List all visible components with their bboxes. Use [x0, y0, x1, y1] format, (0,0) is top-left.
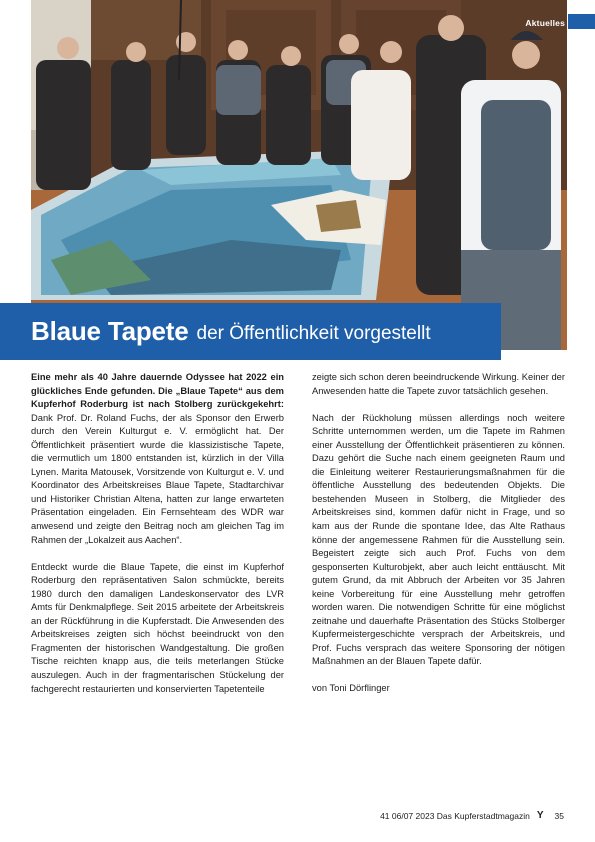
byline: von Toni Dörflinger [312, 683, 390, 694]
issue-info: 41 06/07 2023 Das Kupferstadtmagazin [380, 810, 530, 821]
paragraph-2: Entdeckt wurde die Blaue Tapete, die einst im Kupferhof Roderburg den repräsentativen Salon schmückte, bereits 1980 durch den damaligen Landeskonservator des LVR Amts für Denkmalpflege. Seit 2015 arbeitete der Arbeitskreis an der Rückführung in die Kupferstadt. Die Anwesenden des Arbeitskreises zeigten sich höchst beeindruckt von den Fragmenten der historischen Wandgestaltung. Die großen Tische reichten knapp aus, die teils meterlangen Stücke auszulegen. Auch in der fragmentarischen Stückelung der fachgerecht restaurierten und konservierten Tapetenteile [31, 561, 284, 694]
article-subtitle: der Öffentlichkeit vorgestellt [196, 323, 431, 344]
paragraph-1-text: Dank Prof. Dr. Roland Fuchs, der als Sponsor den Erwerb durch den Verein Kulturgut e. V. ermöglicht hat. Der Öffentlichkeit präsentiert wurde die klassizistische Tapete, die vermutlich um 1800 entstanden ist, kürzlich in der Villa Lynen. Marita Matousek, Vorsitzende von Kulturgut e. V. und Koordinator des Arbeitskreises Blaue Tapete, Stadtarchivar und Historiker Christian Altena, hatten zur lange erwarteten Präsentation eingeladen. Ein Fernsehteam des WDR war anwesend und zeigte den Beitrag noch am gleichen Tag im Rahmen der „Lokalzeit aus Aachen“. [31, 412, 284, 545]
article-photo [31, 0, 567, 350]
magazine-logo-icon: Y [536, 810, 544, 821]
column-left [31, 371, 284, 710]
page-number: 35 [554, 810, 564, 821]
page-footer [380, 810, 564, 821]
title-banner [0, 303, 501, 360]
paragraph-3: zeigte sich schon deren beeindruckende Wirkung. Keiner der Anwesenden hatte die Tapete zuvor tatsächlich gesehen. [312, 372, 565, 396]
section-accent-bar [568, 14, 595, 29]
lead-text: Eine mehr als 40 Jahre dauernde Odyssee hat 2022 ein glückliches Ende gefunden. Die „Blaue Tapete“ aus dem Kupferhof Roderburg ist nach Stolberg zurückgekehrt: [31, 372, 284, 410]
paragraph-4: Nach der Rückholung müssen allerdings noch weitere Schritte unternommen werden, um die Tapete im Rahmen einer Ausstellung der Öffentlichkeit präsentieren zu können. Dazu gehört die Suche nach einem geeigneten Raum und die Einleitung weiterer Restaurierungsmaßnahmen für die öffentliche Ausstellung des bedeutenden Objekts. Die bestehenden Museen in Stolberg, die Mitglieder des Arbeitskreises sind, kommen dafür nicht in Frage, und so kam aus der Runde die spontane Idee, das Alte Rathaus könne der angemessene Rahmen für die Ausstellung sein. Begeistert zeigte sich auch Prof. Fuchs von dem gesponserten Kulturobjekt, aber auch leicht enttäuscht. Mit gutem Grund, da mit Abbruch der Arbeiten vor 35 Jahren keine Vorbereitung für eine Ausstellung mehr getroffen worden waren. Die notwendigen Schritte für eine möglichst zeitnahe und dauerhafte Präsentation des Stücks Stolberger Kupfermeistergeschichte versprach der Arbeitskreis, und Prof. Fuchs versprach das weitere Sponsoring der nötigen Maßnahmen an der Blauen Tapete dafür. [312, 412, 565, 667]
paragraph-1 [31, 371, 284, 547]
section-label: Aktuelles [525, 18, 565, 28]
article-title: Blaue Tapete [31, 316, 189, 346]
column-right [312, 371, 565, 710]
